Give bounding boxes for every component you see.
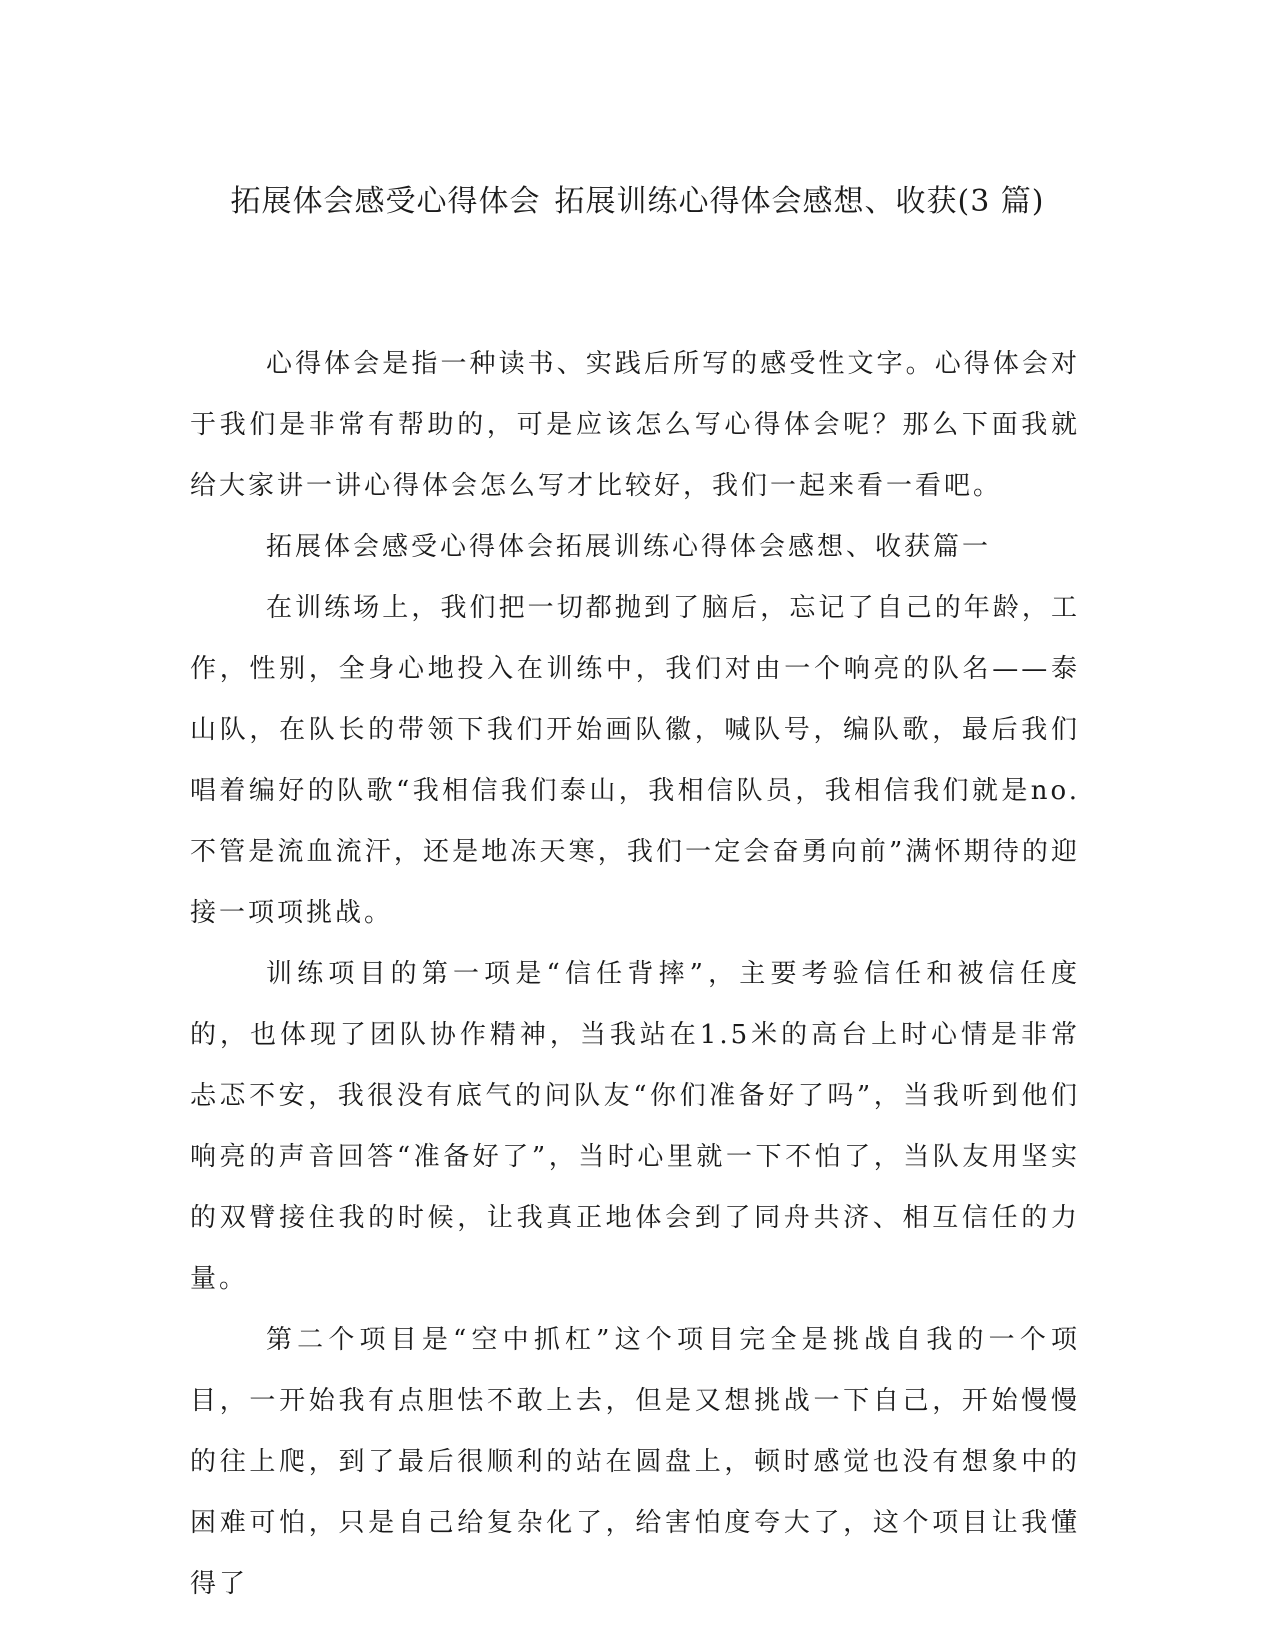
paragraph-training-field: 在训练场上，我们把一切都抛到了脑后，忘记了自己的年龄，工作，性别，全身心地投入在训练中，我们对由一个响亮的队名——泰山队，在队长的带领下我们开始画队徽，喊队号，编队歌，最后我们唱着编好的队歌“我相信我们泰山，我相信队员，我相信我们就是no.不管是流血流汗，还是地冻天寒，我们一定会奋勇向前”满怀期待的迎接一项项挑战。 xyxy=(190,593,1080,928)
section-heading-1: 拓展体会感受心得体会拓展训练心得体会感想、收获篇一 xyxy=(266,532,992,562)
document-title xyxy=(150,182,1125,222)
paragraph-high-bar: 第二个项目是“空中抓杠”这个项目完全是挑战自我的一个项目，一开始我有点胆怯不敢上去，但是又想挑战一下自己，开始慢慢的往上爬，到了最后很顺利的站在圆盘上，顿时感觉也没有想象中的困难可怕，只是自己给复杂化了，给害怕度夸大了，这个项目让我懂得了 xyxy=(190,1325,1080,1599)
title-part-2: 拓展训练心得体会感想、收获(3 篇) xyxy=(554,184,1045,219)
paragraph-intro: 心得体会是指一种读书、实践后所写的感受性文字。心得体会对于我们是非常有帮助的，可是应该怎么写心得体会呢？那么下面我就给大家讲一讲心得体会怎么写才比较好，我们一起来看一看吧。 xyxy=(190,349,1080,501)
document-body xyxy=(190,334,1080,1615)
title-part-1: 拓展体会感受心得体会 xyxy=(230,184,541,219)
paragraph-trust-fall: 训练项目的第一项是“信任背摔”，主要考验信任和被信任度的，也体现了团队协作精神，当我站在1.5米的高台上时心情是非常忐忑不安，我很没有底气的问队友“你们准备好了吗”，当我听到他们响亮的声音回答“准备好了”，当时心里就一下不怕了，当队友用坚实的双臂接住我的时候，让我真正地体会到了同舟共济、相互信任的力量。 xyxy=(190,959,1080,1294)
